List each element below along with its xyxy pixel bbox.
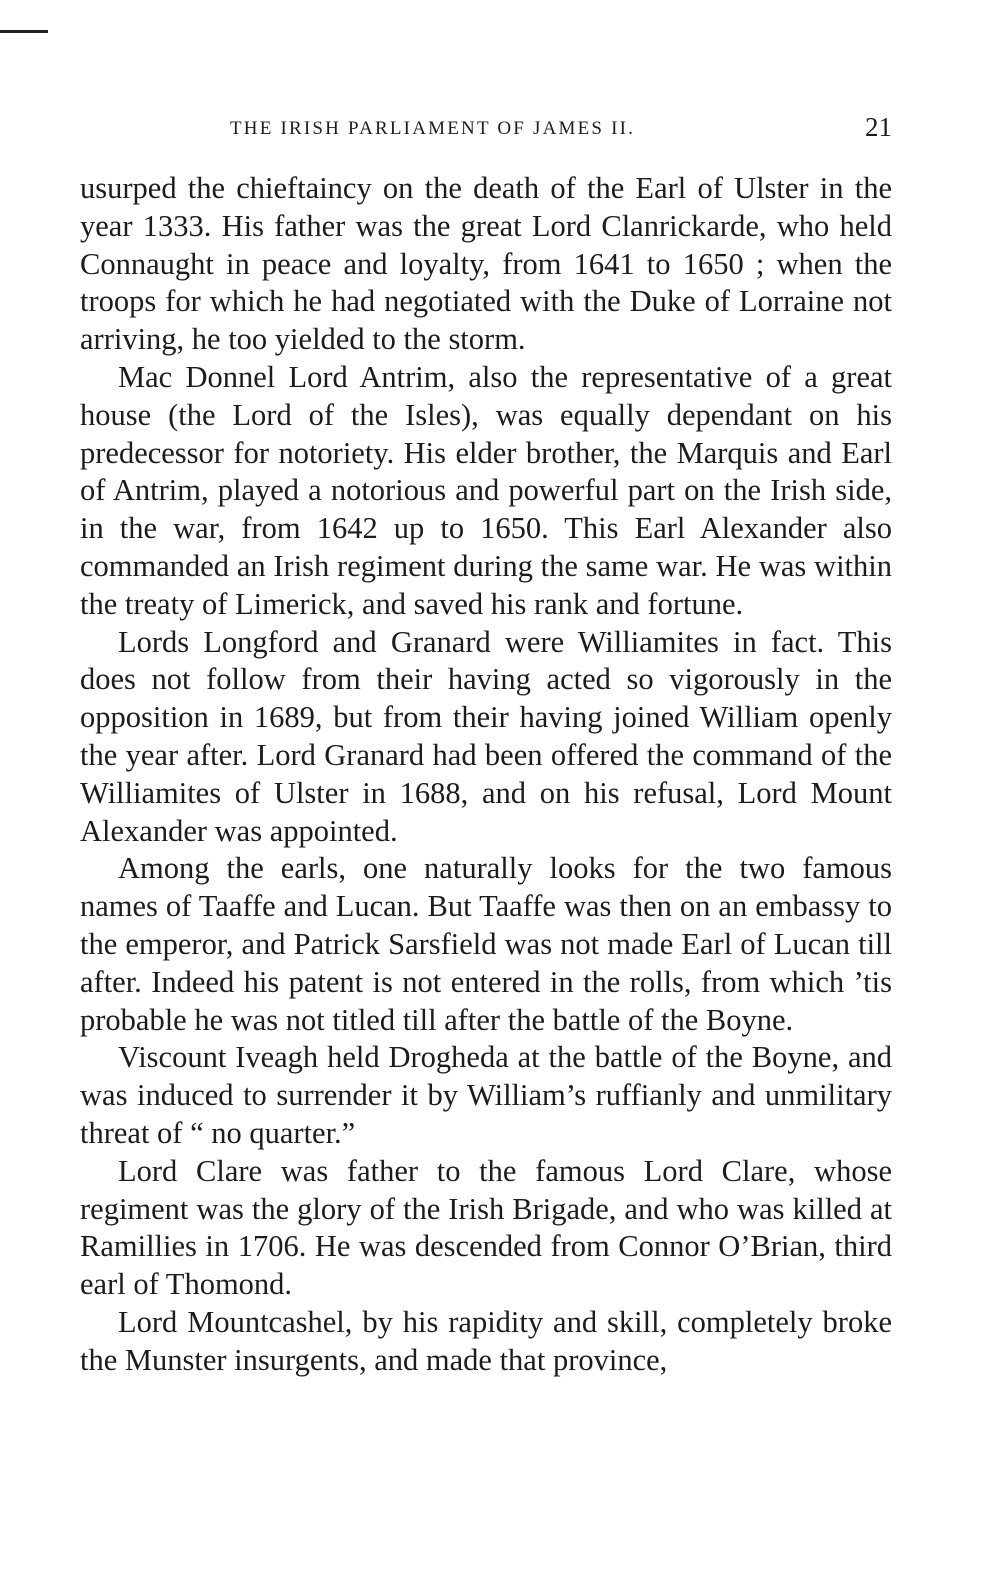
paragraph: Lords Longford and Granard were Williamites in fact. This does not follow from their having acted so vigorously in the opposition in 1689, but from their having joined William openly the year after. Lord Granard had been offered the command of the Williamites of Ulster in 1688, and on his refusal, Lord Mount Alexander was appointed. [80,624,892,848]
paragraph: Lord Clare was father to the famous Lord Clare, whose regiment was the glory of the Irish Brigade, and who was killed at Ramillies in 1706. He was descended from Connor O’Brian, third earl of Thomond. [80,1153,892,1302]
page-number: 21 [865,112,892,142]
paragraph: Viscount Iveagh held Drogheda at the battle of the Boyne, and was induced to surrender it by William’s ruffianly and unmilitary threat of “ no quarter.” [80,1040,892,1150]
running-title: THE IRISH PARLIAMENT OF JAMES II. [230,118,636,139]
page-header [80,110,892,150]
paragraph: Mac Donnel Lord Antrim, also the representative of a great house (the Lord of the Isles), was equally dependant on his predecessor for notoriety. His elder brother, the Marquis and Earl of Antrim, played a notorious and powerful part on the Irish side, in the war, from 1642 up to 1650. This Earl Alexander also commanded an Irish regiment during the same war. He was within the treaty of Limerick, and saved his rank and fortune. [80,359,892,621]
page-edge-mark [0,30,48,33]
paragraph: usurped the chieftaincy on the death of the Earl of Ulster in the year 1333. His father was the great Lord Clanrickarde, who held Connaught in peace and loyalty, from 1641 to 1650 ; when the troops for which he had negotiated with the Duke of Lorraine not arriving, he too yielded to the storm. [80,171,892,357]
paragraph: Among the earls, one naturally looks for the two famous names of Taaffe and Lucan. But Taaffe was then on an embassy to the emperor, and Patrick Sarsfield was not made Earl of Lucan till after. Indeed his patent is not entered in the rolls, from which ’tis probable he was not titled till after the battle of the Boyne. [80,851,892,1037]
body-text [80,170,892,1380]
paragraph: Lord Mountcashel, by his rapidity and skill, completely broke the Munster insurgents, and made that province, [80,1304,892,1377]
